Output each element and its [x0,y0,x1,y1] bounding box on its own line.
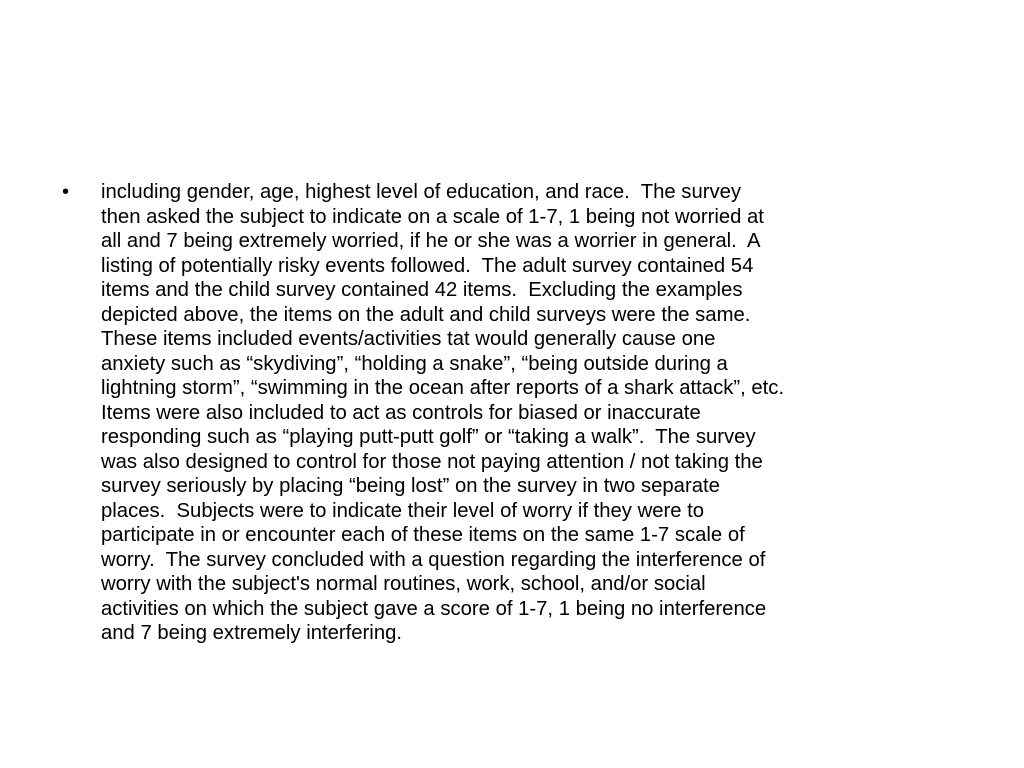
paragraph-line: anxiety such as “skydiving”, “holding a snake”, “being outside during a [101,352,728,375]
paragraph-line: places. Subjects were to indicate their level of worry if they were to [101,499,705,522]
paragraph-line: items and the child survey contained 42 items. Excluding the examples [101,279,743,301]
paragraph-line: listing of potentially risky events followed. The adult survey contained 54 [101,254,754,277]
bullet-list [60,180,980,646]
paragraph-line: activities on which the subject gave a score of 1-7, 1 being no interference [101,597,767,620]
paragraph-line: Items were also included to act as controls for biased or inaccurate [101,401,701,424]
paragraph-line: worry with the subject's normal routines, work, school, and/or social [101,573,706,595]
paragraph-line: was also designed to control for those not paying attention / not taking the [101,450,763,473]
paragraph-line: lightning storm”, “swimming in the ocean after reports of a shark attack”, etc. [101,377,785,399]
paragraph-line: worry. The survey concluded with a question regarding the interference of [101,548,766,571]
bullet-marker: • [62,181,70,203]
paragraph-line: responding such as “playing putt-putt golf” or “taking a walk”. The survey [101,426,756,448]
paragraph-line: all and 7 being extremely worried, if he or she was a worrier in general. A [101,230,761,252]
paragraph-line: survey seriously by placing “being lost” on the survey in two separate [101,475,720,497]
bullet-item [60,180,980,646]
paragraph-line: and 7 being extremely interfering. [101,622,403,644]
paragraph-line: then asked the subject to indicate on a scale of 1-7, 1 being not worried at [101,205,764,228]
body-paragraph [101,180,980,646]
paragraph-line: These items included events/activities tat would generally cause one [101,328,716,350]
paragraph-line: participate in or encounter each of these items on the same 1-7 scale of [101,524,745,546]
paragraph-line: depicted above, the items on the adult and child surveys were the same. [101,303,751,326]
paragraph-line: including gender, age, highest level of education, and race. The survey [101,181,742,203]
